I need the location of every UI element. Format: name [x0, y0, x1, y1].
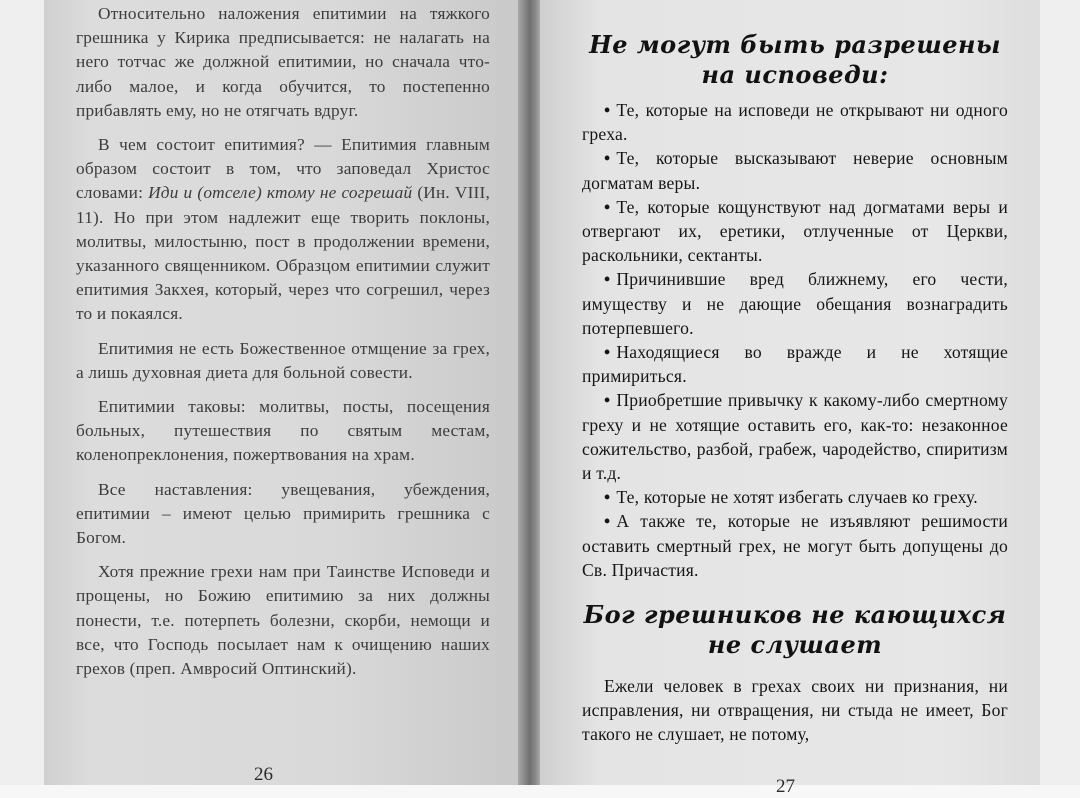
bullet-icon: •: [604, 269, 611, 290]
bullet-text: Те, которые на исповеди не открывают ни одного греха.: [582, 100, 1008, 145]
right-page-text: [582, 30, 1008, 747]
bullet-text: Те, которые кощунствуют над догматами веры и отвергают их, еретики, отлученные от Церкви, раскольники, сектанты.: [582, 196, 1008, 266]
bullet-icon: •: [604, 511, 611, 532]
bullet-item-8: [582, 509, 1008, 582]
left-paragraph-4: Епитимии таковы: молитвы, посты, посещения больных, путешествия по святым местам, коленопреклонения, пожертвования на храм.: [76, 397, 490, 465]
bullet-item-6: [582, 388, 1008, 485]
left-paragraph-6: Хотя прежние грехи нам при Таинстве Исповеди и прощены, но Божию епитимию за них должны понести, т.е. потерпеть болезни, скорби, немощи и все, что Господь посылает нам к очищению наших грехов (преп. Амвросий Оптинский).: [76, 562, 490, 679]
bullet-text: Приобретшие привычку к какому-либо смертному греху и не хотящие оставить его, как-то: незаконное сожительство, разбой, грабеж, чародейство, спиритизм и т.д.: [582, 390, 1008, 484]
bullet-item-4: [582, 267, 1008, 340]
left-paragraph-2-start: В чем состоит епитимия? — Епитимия главным образом состоит в том, что заповедал Христос словами:: [76, 135, 490, 203]
bullet-item-5: [582, 340, 1008, 388]
right-page-number: 27: [776, 776, 795, 797]
bullet-icon: •: [604, 196, 611, 217]
left-paragraph-1: Относительно наложения епитимии на тяжкого грешника у Кирика предписывается: не налагать на него тотчас же должной епитимии, но сначала что-либо малое, и когда обучится, то постепенно прибавлять ему, но не отягчать вдруг.: [76, 4, 490, 120]
bullet-item-2: [582, 146, 1008, 194]
left-paragraph-2: [76, 133, 490, 327]
bullet-text: А также те, которые не изъявляют решимости оставить смертный грех, не могут быть допущены до Св. Причастия.: [582, 511, 1008, 580]
bullet-icon: •: [604, 342, 611, 363]
left-page-number: 26: [254, 764, 273, 785]
left-paragraph-5: Все наставления: увещевания, убеждения, епитимии – имеют целью примирить грешника с Богом.: [76, 479, 490, 548]
bullet-text: Находящиеся во вражде и не хотящие примириться.: [582, 342, 1008, 387]
left-paragraph-3: Епитимия не есть Божественное отмщение за грех, а лишь духовная диета для больной совести.: [76, 338, 490, 382]
bullet-icon: •: [604, 487, 611, 508]
left-page-text: [76, 2, 490, 681]
bullet-text: Причинившие вред ближнему, его чести, имуществу и не дающие обещания вознаградить потерпевшего.: [582, 269, 1008, 338]
bullet-item-3: [582, 195, 1008, 268]
bullet-text: Те, которые не хотят избегать случаев ко греху.: [616, 487, 978, 508]
bullet-item-1: [582, 98, 1008, 146]
right-paragraph: Ежели человек в грехах своих ни признания, ни исправления, ни отвращения, ни стыда не имеет, Бог такого не слушает, не потому,: [582, 676, 1008, 745]
bullet-icon: •: [604, 148, 611, 169]
section-heading-unrepentant: Бог грешников не кающихся не слушает: [583, 600, 1007, 660]
bullet-item-7: [582, 485, 1008, 509]
scripture-quote: Иди и (отселе) ктому не согрешай: [148, 183, 413, 203]
section-heading-absolution: Не могут быть разрешены на исповеди:: [589, 30, 1001, 89]
bullet-icon: •: [604, 390, 611, 411]
left-paragraph-2-end: (Ин. VIII, 11). Но при этом надлежит еще творить поклоны, молитвы, милостыню, пост в продолжении времени, указанного священником. Образцом епитимии служит епитимия Закхея, который, через что согрешил, через то и покаялся.: [76, 183, 490, 324]
bullet-text: Те, которые высказывают неверие основным догматам веры.: [582, 148, 1008, 193]
bullet-icon: •: [604, 100, 611, 120]
